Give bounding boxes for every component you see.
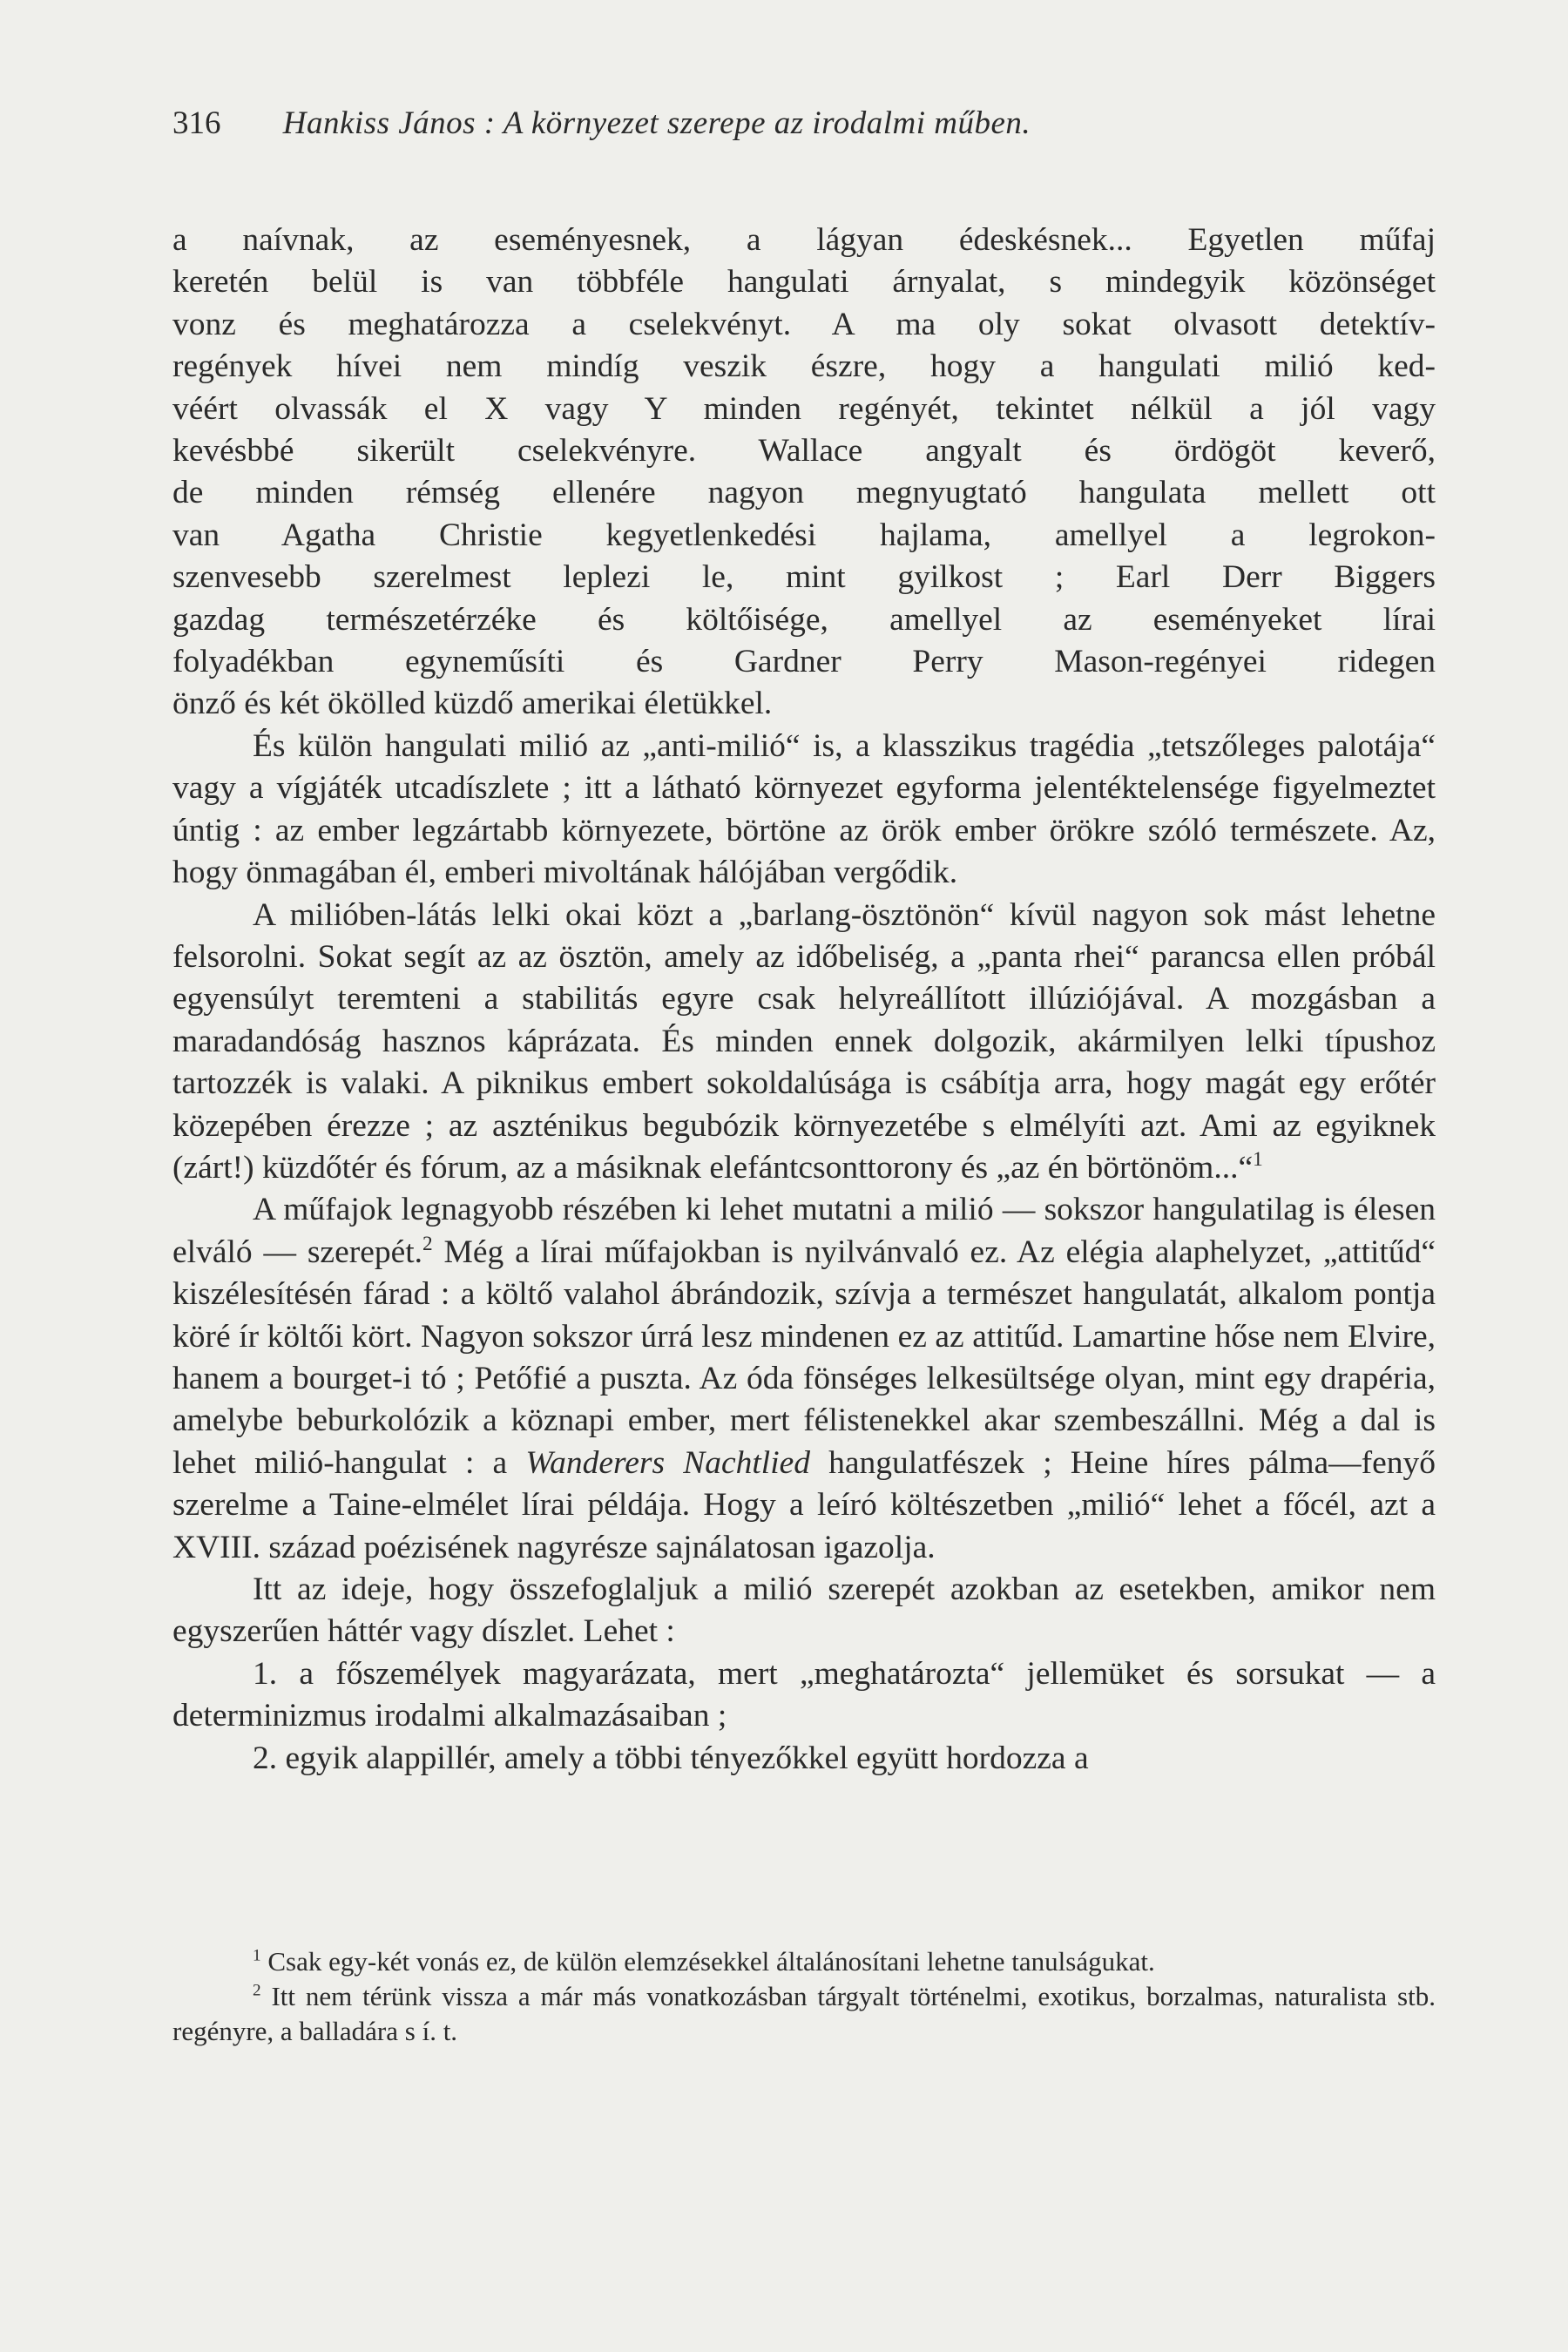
paragraph-1-last-line: önző és két ökölled küzdő amerikai életükkel. — [172, 686, 773, 722]
paragraph-5: Itt az ideje, hogy összefoglaljuk a milió szerepét azokban az esetekben, amikor nem egyszerűen háttér vagy díszlet. Lehet : — [172, 1571, 1436, 1650]
text-line: szenvesebb szerelmest leplezi le, mint gyilkost ; Earl Derr Biggers — [172, 559, 1436, 596]
footnote-2 — [172, 1979, 1436, 2049]
text-line: a naívnak, az eseményesnek, a lágyan édeskésnek... Egyetlen műfaj — [172, 222, 1436, 258]
text-line: gazdag természetérzéke és költőisége, amellyel az eseményeket lírai — [172, 601, 1436, 638]
paragraph-4-text-a: A műfajok legnagyobb részében ki lehet mutatni a milió — sokszor hangulatilag is élesen elváló — szerepét. — [172, 1192, 1436, 1270]
text-line: folyadékban egyneműsíti és Gardner Perry Mason-regényei ridegen — [172, 644, 1436, 680]
page-number: 316 — [172, 105, 221, 141]
page-header — [172, 103, 1427, 145]
paragraph-4 — [172, 1189, 1436, 1569]
text-line: keretén belül is van többféle hangulati árnyalat, s mindegyik közönséget — [172, 264, 1436, 301]
body-text — [172, 220, 1436, 1780]
footnote-text: Itt nem térünk vissza a már más vonatkozásban tárgyalt történelmi, exotikus, borzalmas, naturalista stb. regényre, a balladára s í. t. — [172, 1981, 1436, 2046]
paragraph-3-text: A milióben-látás lelki okai közt a „barlang-ösztönön“ kívül nagyon sok mást lehetne felsorolni. Sokat segít az az ösztön, amely az időbeliség, a „panta rhei“ parancsa ellen próbál egyensúlyt teremteni a stabilitás egyre csak helyreállított illúziójával. A mozgásban a maradandóság hasznos káprázata. És minden ennek dolgozik, akármilyen lelki típushoz tartozzék is valaki. A piknikus embert sokoldalúsága is csábítja arra, hogy magát egy erőtér közepében érezze ; az aszténikus begubózik környezetébe s elmélyíti azt. Ami az egyiknek (zárt!) küzdőtér és fórum, az a másiknak elefántcsonttorony és „az én börtönöm...“ — [172, 896, 1436, 1186]
footnote-ref-2: 2 — [422, 1232, 433, 1255]
footnotes — [172, 1944, 1436, 2049]
footnote-1 — [172, 1944, 1436, 1979]
text-line: véért olvassák el X vagy Y minden regényét, tekintet nélkül a jól vagy — [172, 390, 1436, 427]
paragraph-4-text-b: Még a lírai műfajokban is nyilvánvaló ez. Az elégia alaphelyzet, „attitűd“ kiszélesítésén fárad : a költő valahol ábrándozik, szívja a természet hangulatát, alkalom pontja köré ír költői kört. Nagyon sokszor úrrá lesz mindenen ez az attitűd. Lamartine hőse nem Elvire, hanem a bourget-i tó ; Petőfié a puszta. Az óda fönséges lelkesültsége olyan, mint egy drapéria, amelybe beburkolózik a köznapi ember, mert félistenekkel akar szembeszállni. Még a dal is lehet milió-hangulat : a — [172, 1233, 1436, 1481]
text-line: van Agatha Christie kegyetlenkedési hajlama, amellyel a legrokon- — [172, 517, 1436, 553]
text-line: de minden rémség ellenére nagyon megnyugtató hangulata mellett ott — [172, 475, 1436, 511]
text-line: regények hívei nem mindíg veszik észre, hogy a hangulati milió ked- — [172, 348, 1436, 385]
paragraph-2: És külön hangulati milió az „anti-milió“ is, a klasszikus tragédia „tetszőleges palotája“ vagy a vígjáték utcadíszlete ; itt a látható környezet egyforma jelentéktelensége figyelmeztet úntig : az ember legzártabb környezete, börtöne az örök ember örökre szóló természete. Az, hogy önmagában él, emberi mivoltának hálójában vergődik. — [172, 727, 1436, 891]
paragraph-3 — [172, 895, 1436, 1190]
text-line: vonz és meghatározza a cselekvényt. A ma oly sokat olvasott detektív- — [172, 306, 1436, 342]
list-item-1: 1. a főszemélyek magyarázata, mert „meghatározta“ jellemüket és sorsukat — a determinizmus irodalmi alkalmazásaiban ; — [172, 1655, 1436, 1734]
footnote-mark: 2 — [253, 1981, 261, 2000]
footnote-ref-1: 1 — [1253, 1148, 1263, 1171]
poem-title: Wanderers Nachtlied — [525, 1444, 811, 1481]
footnote-mark: 1 — [253, 1946, 261, 1965]
footnote-text: Csak egy-két vonás ez, de külön elemzésekkel általánosítani lehetne tanulságukat. — [260, 1946, 1155, 1977]
running-title: Hankiss János : A környezet szerepe az irodalmi műben. — [282, 105, 1031, 141]
text-line: kevésbbé sikerült cselekvényre. Wallace angyalt és ördögöt keverő, — [172, 433, 1436, 470]
paragraph-4-text-c: hangulatfészek ; Heine híres pálma—fenyő szerelme a Taine-elmélet lírai példája. Hogy a leíró költészetben „milió“ lehet a főcél, azt a XVIII. század poézisének nagyrésze sajnálatosan igazolja. — [172, 1444, 1436, 1565]
paragraph-1 — [172, 220, 1436, 683]
list-item-2: 2. egyik alappillér, amely a többi tényezőkkel együtt hordozza a — [253, 1740, 1089, 1776]
